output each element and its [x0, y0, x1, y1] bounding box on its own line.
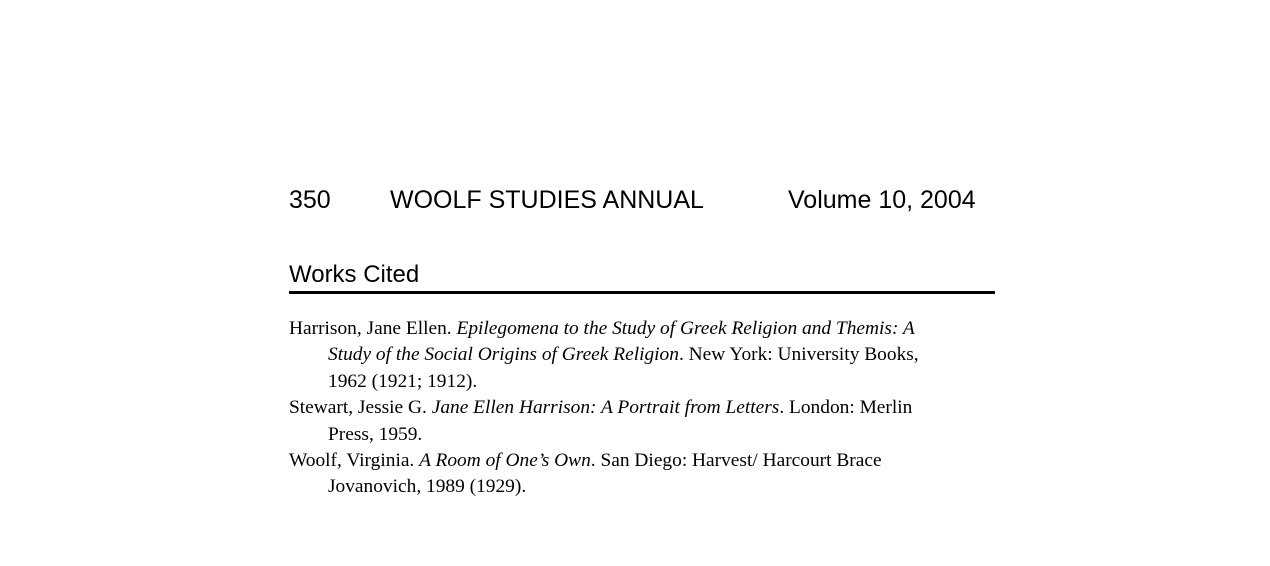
reference-entry	[289, 448, 1009, 501]
publication-text: 1962 (1921; 1912).	[328, 370, 478, 392]
title-text: A Room of One’s Own	[419, 450, 591, 472]
reference-entry	[289, 316, 1009, 395]
reference-line	[289, 448, 1009, 474]
author-text: Woolf, Virginia.	[289, 450, 420, 472]
reference-line	[289, 369, 1009, 395]
publication-text: Press, 1959.	[328, 423, 423, 445]
publication-text: . San Diego: Harvest/ Harcourt Brace	[590, 450, 882, 472]
journal-title: WOOLF STUDIES ANNUAL	[390, 186, 704, 214]
volume-info: Volume 10, 2004	[788, 186, 976, 214]
title-text: Epilegomena to the Study of Greek Religion and Themis: A	[456, 318, 915, 339]
reference-line	[289, 395, 1009, 421]
publication-text: . London: Merlin	[779, 397, 913, 419]
reference-line	[289, 422, 1009, 448]
title-text: Study of the Social Origins of Greek Religion	[328, 344, 679, 366]
heading-rule	[289, 291, 995, 294]
title-text: Jane Ellen Harrison: A Portrait from Letters	[431, 397, 780, 419]
reference-line	[289, 342, 1009, 368]
reference-entry	[289, 395, 1009, 448]
section-heading: Works Cited	[289, 261, 420, 288]
author-text: Stewart, Jessie G.	[289, 397, 432, 419]
reference-line	[289, 316, 1009, 342]
running-head	[289, 183, 989, 217]
publication-text: Jovanovich, 1989 (1929).	[328, 476, 527, 498]
publication-text: . New York: University Books,	[678, 344, 919, 366]
author-text: Harrison, Jane Ellen.	[289, 318, 457, 339]
page-number: 350	[289, 186, 331, 214]
works-cited-list	[289, 316, 1009, 501]
reference-line	[289, 474, 1009, 500]
